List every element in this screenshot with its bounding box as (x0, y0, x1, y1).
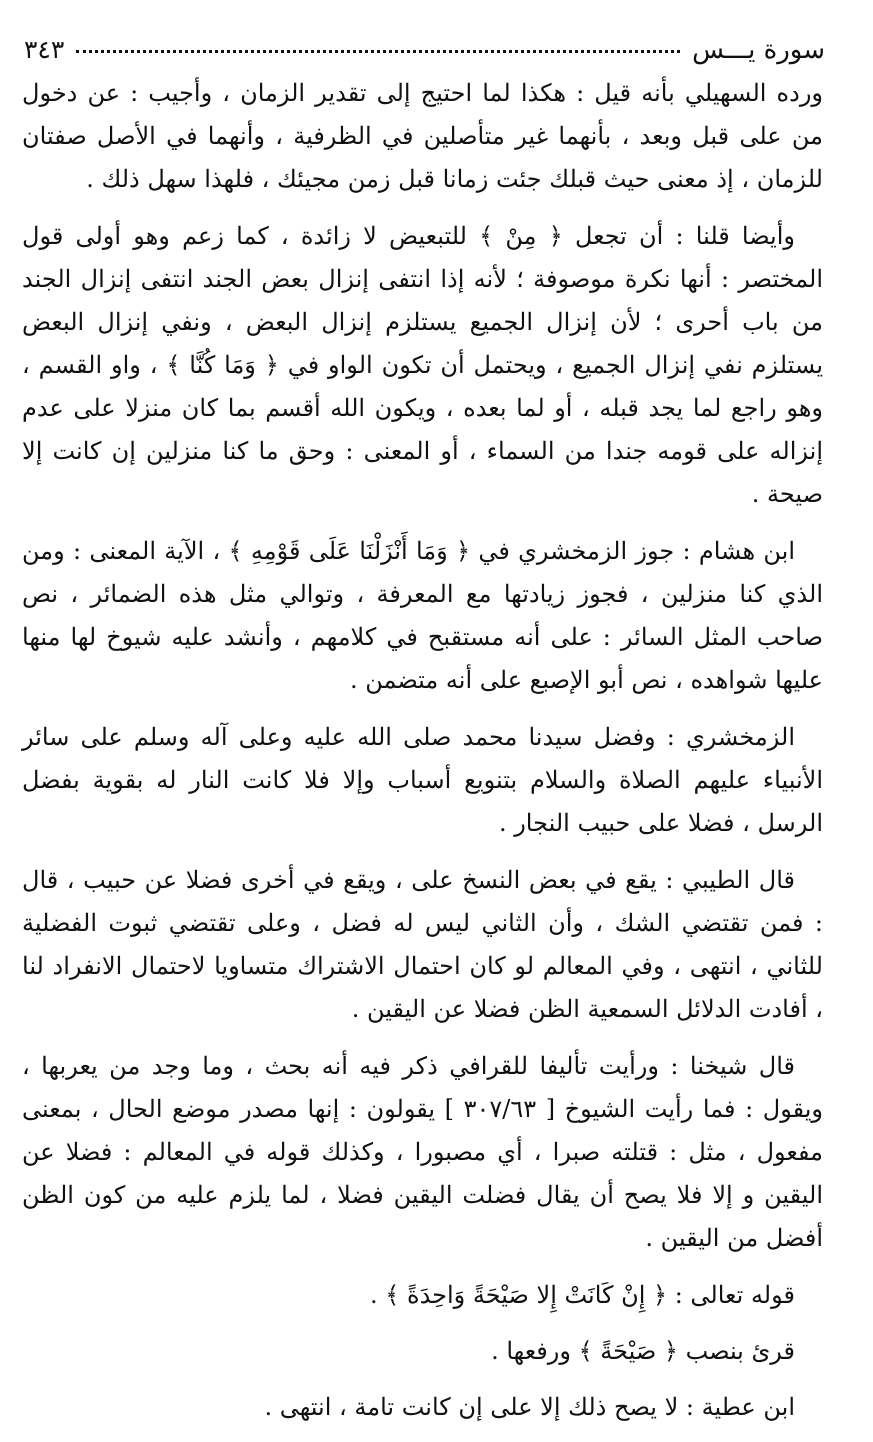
paragraph-zamakhshari: الزمخشري : وفضل سيدنا محمد صلى الله عليه وعلى آله وسلم على سائر الأنبياء عليهم الصلاة والسلام بتنويع أسباب وإلا فلا كانت النار له بقوية بفضل الرسل ، فضلا على حبيب النجار . (22, 723, 823, 837)
paragraph-tibi: قال الطيبي : يقع في بعض النسخ على ، ويقع في أخرى فضلا عن حبيب ، قال : فمن تقتضي الشك ، وأن الثاني ليس له فضل ، وعلى تقتضي ثبوت الفضلية للثاني ، انتهى ، وفي المعالم لو كان احتمال الاشتراك متساويا لاحتمال الانفراد لنا ، أفادت الدلائل السمعية الظن فضلا عن اليقين . (22, 866, 823, 1023)
reading-note-line: قرئ بنصب ﴿ صَيْحَةً ﴾ ورفعها . (491, 1337, 795, 1365)
header-dotted-rule (76, 50, 680, 53)
paragraph-ibn-hisham: ابن هشام : جوز الزمخشري في ﴿ وَمَا أَنْزَلْنَا عَلَى قَوْمِهِ ﴾ ، الآية المعنى : ومن الذي كنا منزلين ، فجوز زيادتها مع المعرفة ، وتوالي مثل هذه الضمائر ، نص صاحب المثل السائر : على أنه مستقبح في كلامهم ، وأنشد عليه شيوخ لها منها عليها شواهده ، نص أبو الإصبع على أنه متضمن . (22, 537, 823, 694)
verse-line-qawluhu: قوله تعالى : ﴿ إِنْ كَانَتْ إِلا صَيْحَةً وَاحِدَةً ﴾ . (370, 1281, 795, 1309)
paragraph-suhayli: ورده السهيلي بأنه قيل : هكذا لما احتيج إلى تقدير الزمان ، وأجيب : عن دخول من على قبل وبعد ، بأنهما غير متأصلين في الظرفية ، وأنهما في الأصل صفتان للزمان ، إذ معنى حيث قبلك جئت زمانا قبل زمن مجيئك ، فلهذا سهل ذلك . (22, 79, 823, 193)
paragraph-shaykhuna: قال شيخنا : ورأيت تأليفا للقرافي ذكر فيه أنه بحث ، وما وجد من يعربها ، ويقول : فما رأيت الشيوخ [ ٣٠٧/٦٣ ] يقولون : إنها مصدر موضع الحال ، بمعنى مفعول ، مثل : قتلته صبرا ، أي مصبورا ، وكذلك قوله في المعالم : فضلا عن اليقين و إلا فلا يصح أن يقال فضلت اليقين فضلا ، لما يلزم عليه من كون الظن أفضل من اليقين . (22, 1052, 823, 1252)
page-header (24, 26, 825, 66)
ibn-atiyya-line: ابن عطية : لا يصح ذلك إلا على إن كانت تامة ، انتهى . (264, 1393, 795, 1421)
page-body (22, 72, 823, 1442)
surah-title: سورة يـــس (692, 35, 825, 65)
page-number: ٣٤٣ (24, 35, 65, 64)
paragraph-min-tabid: وأيضا قلنا : أن تجعل ﴿ مِنْ ﴾ للتبعيض لا زائدة ، كما زعم وهو أولى قول المختصر : أنها نكرة موصوفة ؛ لأنه إذا انتفى إنزال بعض الجند انتفى إنزال الجند من باب أحرى ؛ لأن إنزال الجميع يستلزم إنزال البعض ، ونفي إنزال البعض يستلزم نفي إنزال الجميع ، ويحتمل أن تكون الواو في ﴿ وَمَا كُنَّا ﴾ ، واو القسم ، وهو راجع لما يجد قبله ، أو لما بعده ، ويكون الله أقسم بما كان منزلا على عدم إنزاله على قومه جندا من السماء ، أو المعنى : وحق ما كنا منزلين إن كانت إلا صيحة . (22, 222, 823, 508)
